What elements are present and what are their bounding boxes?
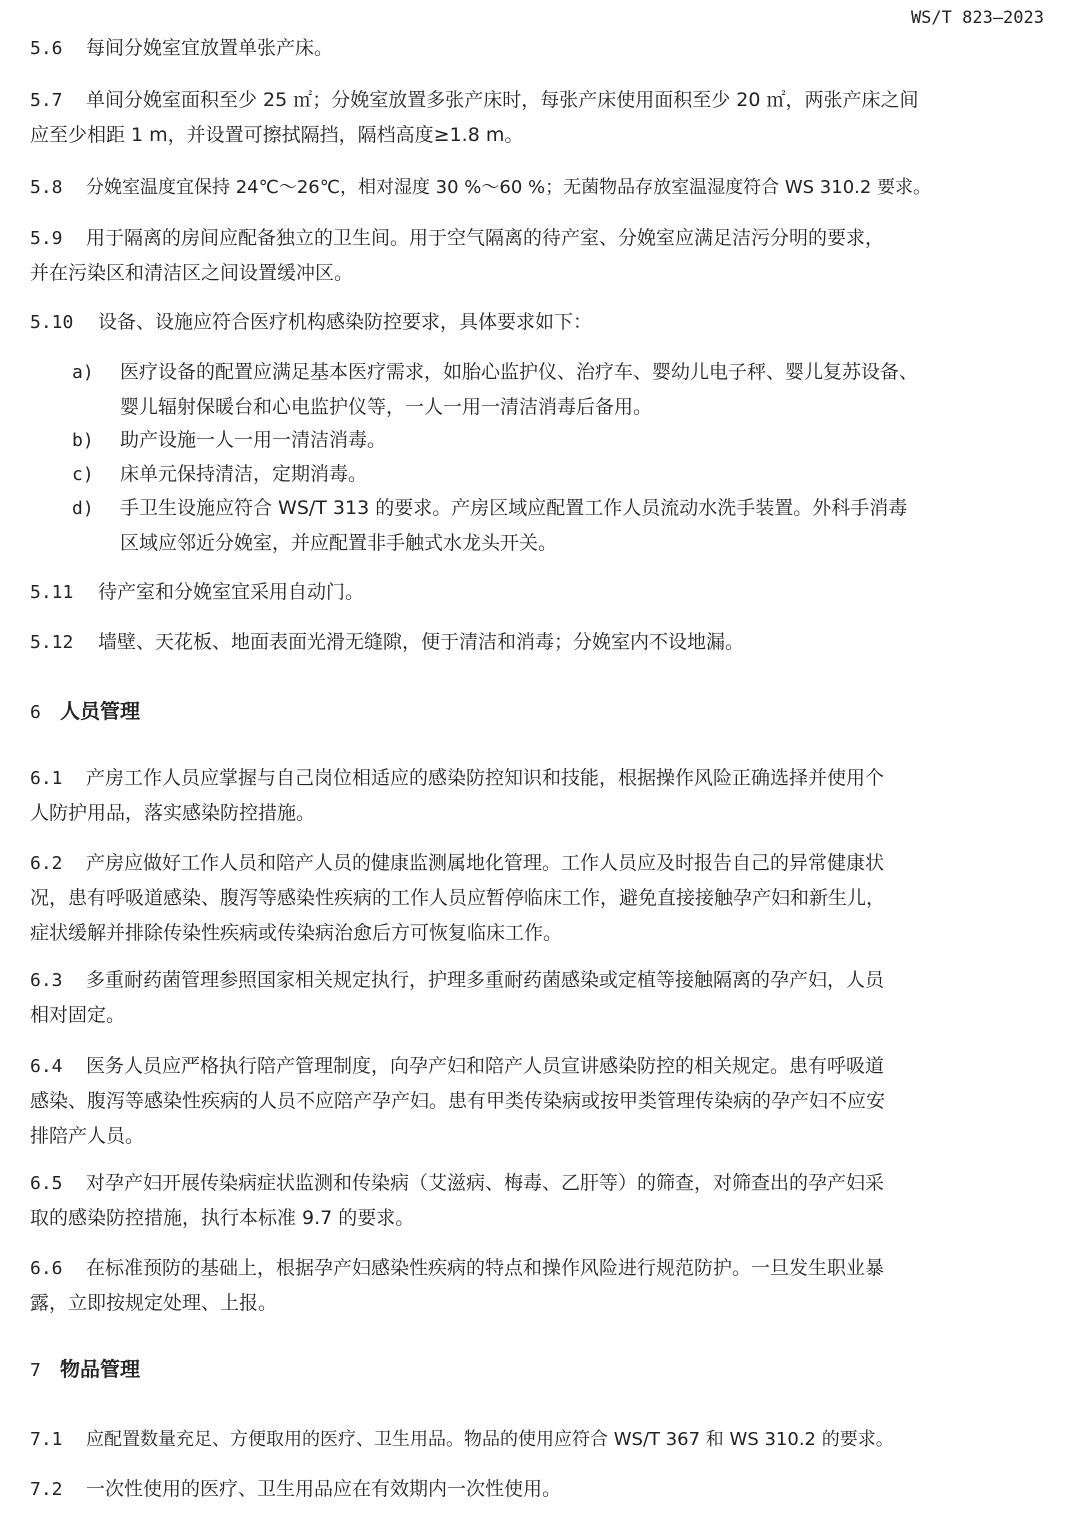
- clause-number: 5.6: [30, 38, 63, 59]
- document-code-header: WS/T 823—2023: [910, 8, 1044, 28]
- clause-text: 待产室和分娩室宜采用自动门。: [98, 581, 365, 603]
- clause-number: 6.5: [30, 1173, 63, 1194]
- clause-number: 7.2: [30, 1479, 63, 1500]
- list-item-b: [72, 423, 1050, 458]
- list-item-text: 手卫生设施应符合 WS/T 313 的要求。产房区域应配置工作人员流动水洗手装置。外科手消毒: [120, 497, 908, 519]
- list-item-d: [72, 491, 1050, 561]
- clause-text-continued: 况，患有呼吸道感染、腹泻等感染性疾病的工作人员应暂停临床工作，避免直接接触孕产妇和新生儿，: [30, 887, 886, 909]
- clause-number: 6.3: [30, 970, 63, 991]
- section-heading-7: [30, 1352, 140, 1387]
- clause-number: 6.6: [30, 1258, 63, 1279]
- clause-text: 医务人员应严格执行陪产管理制度，向孕产妇和陪产人员宣讲感染防控的相关规定。患有呼吸道: [86, 1055, 885, 1077]
- clause-text-continued: 症状缓解并排除传染性疾病或传染病治愈后方可恢复临床工作。: [30, 922, 563, 944]
- clause-number: 6.1: [30, 768, 63, 789]
- clause-text: 单间分娩室面积至少 25 ㎡；分娩室放置多张产床时，每张产床使用面积至少 20 ㎡，两张产床之间: [86, 89, 919, 111]
- clause-text: 对孕产妇开展传染病症状监测和传染病（艾滋病、梅毒、乙肝等）的筛查，对筛查出的孕产妇采: [86, 1172, 885, 1194]
- clause-text: 多重耐药菌管理参照国家相关规定执行，护理多重耐药菌感染或定植等接触隔离的孕产妇，人员: [86, 969, 885, 991]
- clause-number: 5.10: [30, 312, 74, 333]
- clause-5-6: [30, 31, 1050, 66]
- list-marker: a): [72, 362, 94, 383]
- clause-text-continued: 相对固定。: [30, 1004, 126, 1026]
- clause-6-3: [30, 963, 1050, 1033]
- clause-text-continued: 人防护用品，落实感染防控措施。: [30, 802, 316, 824]
- clause-text: 产房应做好工作人员和陪产人员的健康监测属地化管理。工作人员应及时报告自己的异常健康状: [86, 852, 885, 874]
- clause-text-continued: 并在污染区和清洁区之间设置缓冲区。: [30, 262, 354, 284]
- list-item-text: 床单元保持清洁，定期消毒。: [120, 463, 368, 485]
- clause-text: 设备、设施应符合医疗机构感染防控要求，具体要求如下：: [98, 311, 593, 333]
- section-number: 7: [30, 1360, 41, 1381]
- clause-text: 一次性使用的医疗、卫生用品应在有效期内一次性使用。: [86, 1478, 562, 1500]
- clause-text: 用于隔离的房间应配备独立的卫生间。用于空气隔离的待产室、分娩室应满足洁污分明的要求，: [86, 227, 885, 249]
- clause-5-9: [30, 221, 1050, 291]
- clause-number: 5.11: [30, 582, 74, 603]
- section-title: 物品管理: [60, 1357, 140, 1381]
- clause-text: 产房工作人员应掌握与自己岗位相适应的感染防控知识和技能，根据操作风险正确选择并使用个: [86, 767, 885, 789]
- clause-7-1: [30, 1422, 1050, 1457]
- list-marker: d): [72, 498, 94, 519]
- clause-text-continued: 应至少相距 1 m，并设置可擦拭隔挡，隔档高度≥1.8 m。: [30, 124, 524, 146]
- list-marker: b): [72, 430, 94, 451]
- list-item-text: 医疗设备的配置应满足基本医疗需求，如胎心监护仪、治疗车、婴幼儿电子秤、婴儿复苏设备、: [120, 361, 919, 383]
- clause-text: 墙壁、天花板、地面表面光滑无缝隙，便于清洁和消毒；分娩室内不设地漏。: [98, 631, 745, 653]
- clause-5-11: [30, 575, 1050, 610]
- clause-5-8: [30, 170, 1050, 205]
- clause-5-7: [30, 83, 1050, 153]
- clause-7-2: [30, 1472, 1050, 1507]
- clause-text-continued: 排陪产人员。: [30, 1125, 145, 1147]
- clause-number: 5.9: [30, 228, 63, 249]
- clause-6-5: [30, 1166, 1050, 1236]
- clause-6-4: [30, 1049, 1050, 1154]
- clause-number: 5.7: [30, 90, 63, 111]
- section-number: 6: [30, 702, 41, 723]
- clause-5-12: [30, 625, 1050, 660]
- clause-text: 每间分娩室宜放置单张产床。: [86, 37, 334, 59]
- section-heading-6: [30, 694, 140, 729]
- clause-number: 5.12: [30, 632, 74, 653]
- list-item-text: 助产设施一人一用一清洁消毒。: [120, 429, 387, 451]
- clause-number: 6.4: [30, 1056, 63, 1077]
- clause-6-1: [30, 761, 1050, 831]
- clause-text: 分娩室温度宜保持 24℃～26℃，相对湿度 30 %～60 %；无菌物品存放室温湿度符合 WS 310.2 要求。: [86, 177, 932, 198]
- clause-number: 6.2: [30, 853, 63, 874]
- clause-number: 5.8: [30, 177, 63, 198]
- list-item-text-continued: 婴儿辐射保暖台和心电监护仪等，一人一用一清洁消毒后备用。: [120, 396, 653, 418]
- clause-5-10: [30, 305, 1050, 340]
- clause-text: 在标准预防的基础上，根据孕产妇感染性疾病的特点和操作风险进行规范防护。一旦发生职业暴: [86, 1257, 885, 1279]
- section-title: 人员管理: [60, 699, 140, 723]
- clause-text-continued: 感染、腹泻等感染性疾病的人员不应陪产孕产妇。患有甲类传染病或按甲类管理传染病的孕产妇不应安: [30, 1090, 886, 1112]
- list-item-text-continued: 区域应邻近分娩室，并应配置非手触式水龙头开关。: [120, 532, 558, 554]
- clause-text: 应配置数量充足、方便取用的医疗、卫生用品。物品的使用应符合 WS/T 367 和 WS 310.2 的要求。: [86, 1429, 894, 1450]
- clause-number: 7.1: [30, 1429, 63, 1450]
- clause-6-2: [30, 846, 1050, 951]
- clause-text-continued: 露，立即按规定处理、上报。: [30, 1292, 278, 1314]
- clause-text-continued: 取的感染防控措施，执行本标准 9.7 的要求。: [30, 1207, 415, 1229]
- list-item-a: [72, 355, 1050, 425]
- list-item-c: [72, 457, 1050, 492]
- clause-6-6: [30, 1251, 1050, 1321]
- list-marker: c): [72, 464, 94, 485]
